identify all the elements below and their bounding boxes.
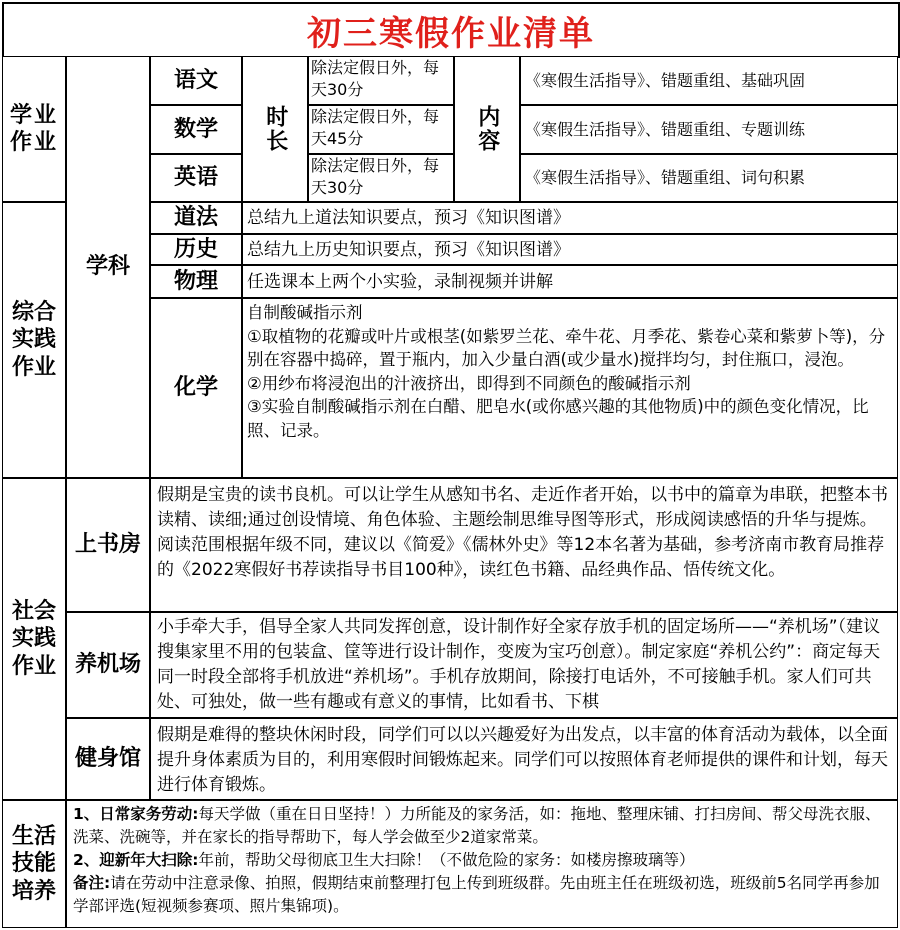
life-item-text: 年前，帮助父母彻底卫生大扫除！（不做危险的家务：如楼房擦玻璃等） <box>198 851 695 869</box>
subject-header-label: 学科 <box>85 254 130 280</box>
social-item-name: 养机场 <box>66 612 150 718</box>
time-header-label: 时长 <box>262 105 288 153</box>
subject-content: 总结九上历史知识要点，预习《知识图谱》 <box>242 234 898 265</box>
life-item-label: 2、迎新年大扫除: <box>73 851 199 869</box>
content-value: 《寒假生活指导》、错题重组、词句积累 <box>520 154 898 202</box>
category-life <box>2 800 66 928</box>
time-value: 除法定假日外，每天45分 <box>308 105 454 154</box>
chemistry-content <box>242 298 898 478</box>
chemistry-line: 自制酸碱指示剂 <box>247 303 363 322</box>
content-header-label: 内容 <box>474 105 500 153</box>
category-social-label: 社会实践作业 <box>11 598 56 679</box>
content-header <box>454 56 520 202</box>
life-item <box>73 872 891 918</box>
subject-name: 语文 <box>150 56 242 105</box>
chemistry-line: ②用纱布将浸泡出的汁液挤出，即得到不同颜色的酸碱指示剂 <box>247 373 691 393</box>
category-social <box>2 478 66 800</box>
category-academic <box>2 56 66 202</box>
life-item-label: 备注: <box>73 874 111 892</box>
life-skills-content <box>66 800 898 928</box>
subject-content: 总结九上道法知识要点，预习《知识图谱》 <box>242 202 898 234</box>
social-item-content: 小手牵大手，倡导全家人共同发挥创意，设计制作好全家存放手机的固定场所——“养机场”（建议搜集家里不用的包装盒、筐等进行设计制作，变废为宝巧创意）。制定家庭“养机公约”：商定每天同一时段全部将手机放进“养机场”。手机存放期间，除接打电话外，不可接触手机。家人们可共处、可独处，做一些有趣或有意义的事情，比如看书、下棋 <box>150 612 898 718</box>
subject-name: 道法 <box>150 202 242 234</box>
subject-header <box>66 56 150 478</box>
subject-name: 数学 <box>150 105 242 154</box>
chemistry-line: ①取植物的花瓣或叶片或根茎(如紫罗兰花、牵牛花、月季花、紫卷心菜和紫萝卜等)，分别在容器中捣碎，置于瓶内，加入少量白酒(或少量水)搅拌均匀，封住瓶口，浸泡。 <box>247 326 886 369</box>
subject-name: 物理 <box>150 265 242 298</box>
page-title: 初三寒假作业清单 <box>2 2 900 58</box>
life-item <box>73 849 891 872</box>
time-value: 除法定假日外，每天30分 <box>308 154 454 202</box>
category-comprehensive <box>2 202 66 478</box>
homework-list <box>2 2 898 928</box>
social-item-content: 假期是难得的整块休闲时段，同学们可以以兴趣爱好为出发点，以丰富的体育活动为载体，以全面提升身体素质为目的，利用寒假时间锻炼起来。同学们可以按照体育老师提供的课件和计划，每天进行体育锻炼。 <box>150 718 898 800</box>
content-value: 《寒假生活指导》、错题重组、基础巩固 <box>520 56 898 105</box>
category-comprehensive-label: 综合实践作业 <box>11 299 56 380</box>
life-item-text: 每天学做（重在日日坚持！）力所能及的家务活，如：拖地、整理床铺、打扫房间、帮父母洗衣服、洗菜、洗碗等，并在家长的指导帮助下，每人学会做至少2道家常菜。 <box>73 805 881 846</box>
time-value: 除法定假日外，每天30分 <box>308 56 454 105</box>
subject-name: 历史 <box>150 234 242 265</box>
subject-content: 任选课本上两个小实验，录制视频并讲解 <box>242 265 898 298</box>
category-academic-label: 学业作业 <box>10 102 59 155</box>
time-header <box>242 56 308 202</box>
content-value: 《寒假生活指导》、错题重组、专题训练 <box>520 105 898 154</box>
social-item-content: 假期是宝贵的读书良机。可以让学生从感知书名、走近作者开始，以书中的篇章为串联，把整本书读精、读细;通过创设情境、角色体验、主题绘制思维导图等形式，形成阅读感悟的升华与提炼。阅读范围根据年级不同，建议以《简爱》《儒林外史》等12本名著为基础，参考济南市教育局推荐的《2022寒假好书荐读指导书目100种》，读红色书籍、品经典作品、悟传统文化。 <box>150 478 898 612</box>
subject-name: 英语 <box>150 154 242 202</box>
social-item-name: 上书房 <box>66 478 150 612</box>
life-item-label: 1、日常家务劳动: <box>73 805 199 823</box>
social-item-name: 健身馆 <box>66 718 150 800</box>
subject-name: 化学 <box>150 298 242 478</box>
life-item <box>73 803 891 849</box>
category-life-label: 生活技能培养 <box>11 823 56 904</box>
life-item-text: 请在劳动中注意录像、拍照，假期结束前整理打包上传到班级群。先由班主任在班级初选，班级前5名同学再参加学部评选(短视频参赛项、照片集锦项)。 <box>73 874 880 915</box>
chemistry-line: ③实验自制酸碱指示剂在白醋、肥皂水(或你感兴趣的其他物质)中的颜色变化情况，比照、记录。 <box>247 397 869 440</box>
